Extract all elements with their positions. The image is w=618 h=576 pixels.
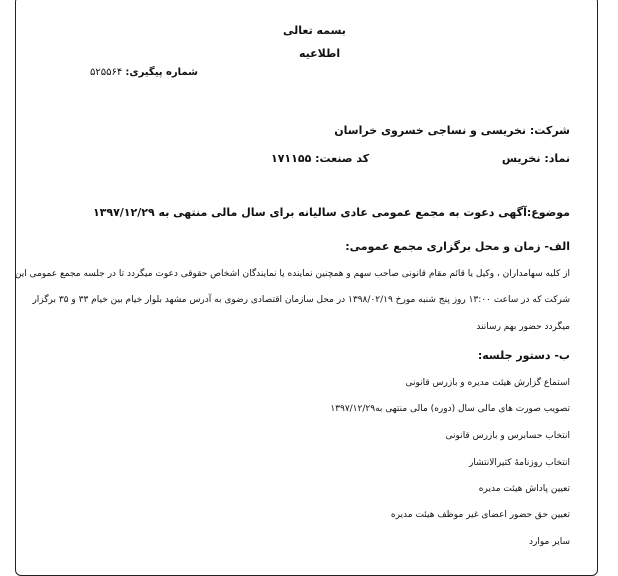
tracking-number (90, 67, 198, 79)
tracking-value: ۵۲۵۵۶۴ (90, 67, 123, 78)
section-a-line-2: شرکت که در ساعت ۱۳:۰۰ روز پنج شنبه مورخ ۱۳۹۸/۰۲/۱۹ در محل سازمان اقتصادی رضوی به آدرس مشهد بلوار خیام بین خیام ۳۳ و ۳۵ برگزار (32, 295, 570, 305)
industry-code (271, 152, 369, 165)
industry-code-value: ۱۷۱۱۵۵ (271, 152, 312, 165)
agenda-item: سایر موارد (529, 537, 570, 547)
section-a-line-3: میگردد حضور بهم رسانند (476, 322, 570, 332)
agenda-item: انتخاب روزنامهٔ کثیرالانتشار (468, 458, 570, 468)
section-a-line-1: از کلیه سهامداران ، وکیل یا قائم مقام قانونی صاحب سهم و همچنین نماینده یا نمایندگان اشخاص حقوقی دعوت میگردد تا در جلسه مجمع عمومی این (14, 269, 570, 279)
agenda-item: تعیین پاداش هیئت مدیره (478, 484, 570, 494)
section-a-heading: الف- زمان و محل برگزاری مجمع عمومی: (345, 240, 570, 253)
agenda-item: انتخاب حسابرس و بازرس قانونی (445, 431, 570, 441)
company-name-label: شرکت: (529, 124, 570, 137)
industry-code-label: کد صنعت: (315, 152, 370, 165)
subject-text: آگهی دعوت به مجمع عمومی عادی سالیانه برای سال مالی منتهی به ۱۳۹۷/۱۲/۲۹ (92, 206, 527, 219)
symbol-value: نخریس (501, 152, 541, 165)
notice-title: اطلاعیه (299, 47, 341, 60)
company-symbol (502, 152, 570, 165)
subject-line (93, 206, 570, 219)
section-b-heading: ب- دستور جلسه: (477, 349, 570, 362)
subject-label: موضوع: (526, 206, 570, 219)
symbol-label: نماد: (544, 152, 570, 165)
agenda-item: استماع گزارش هیئت مدیره و بازرس قانونی (405, 378, 570, 388)
tracking-label: شماره پیگیری: (125, 67, 198, 78)
company-name (334, 124, 570, 137)
agenda-item: تصویب صورت های مالی سال (دوره) مالی منتهی به۱۳۹۷/۱۲/۲۹ (330, 404, 570, 414)
agenda-item: تعیین حق حضور اعضای غیر موظف هیئت مدیره (390, 510, 570, 520)
company-name-value: نخریسی و نساجی خسروی خراسان (334, 124, 527, 137)
basmala: بسمه تعالی (283, 24, 346, 37)
